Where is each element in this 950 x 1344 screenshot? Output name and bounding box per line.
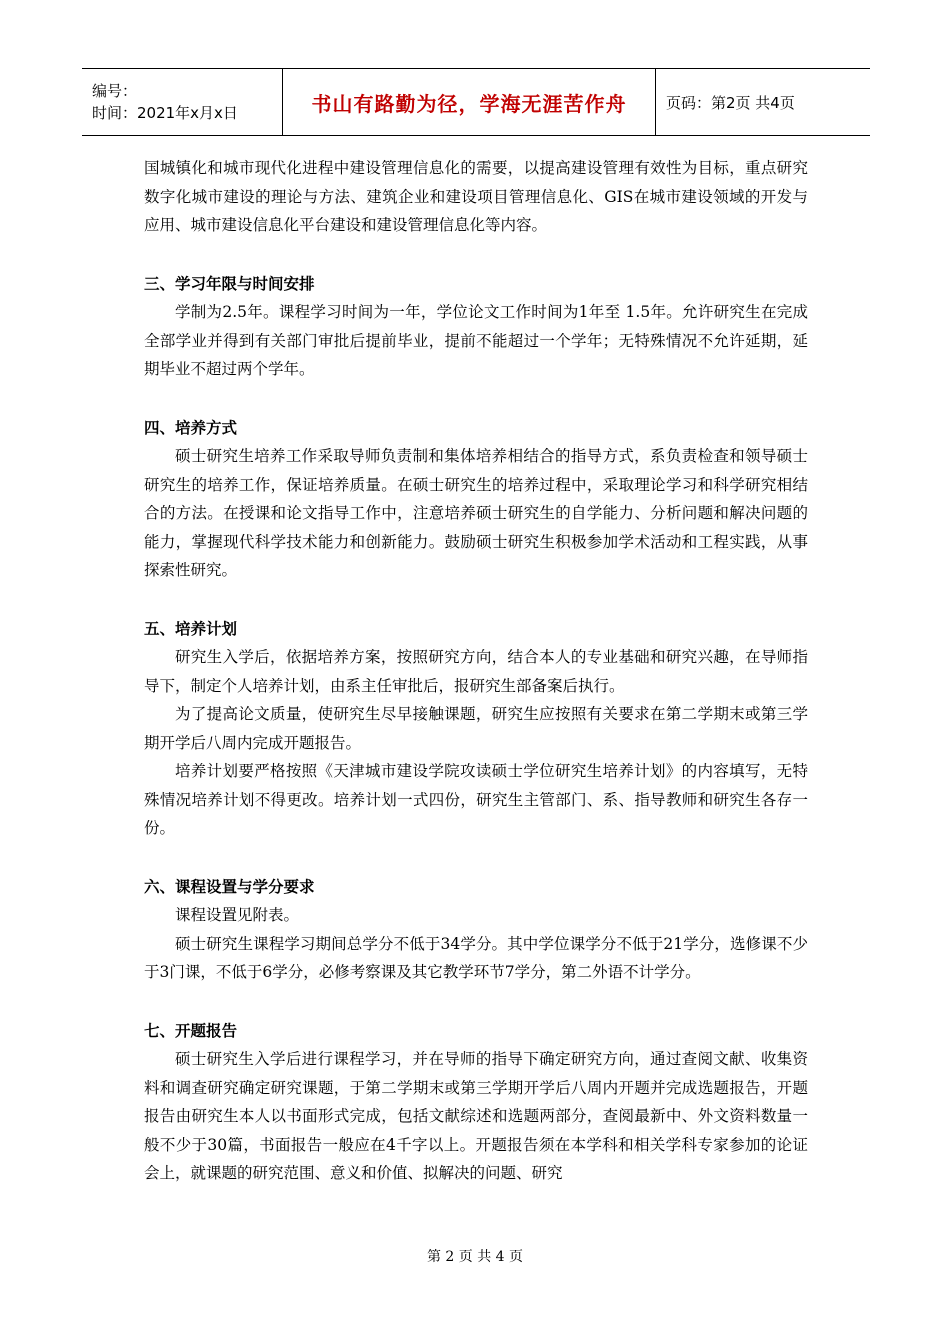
paragraph: 为了提高论文质量，使研究生尽早接触课题，研究生应按照有关要求在第二学期末或第三学期开学后八周内完成开题报告。 (144, 705, 808, 752)
paragraph: 课程设置见附表。 (175, 906, 300, 924)
section-heading: 五、培养计划 (144, 619, 238, 638)
page-footer: 第 2 页 共 4 页 (426, 1249, 524, 1265)
doc-time-label: 时间：2021年x月x日 (92, 104, 238, 122)
header-page-number: 页码：第2页 共4页 (666, 93, 795, 112)
section-heading: 三、学习年限与时间安排 (144, 274, 315, 293)
header-page-cell (656, 69, 870, 135)
section-heading: 六、课程设置与学分要求 (144, 877, 315, 896)
header-motto: 书山有路勤为径，学海无涯苦作舟 (311, 91, 627, 116)
doc-number-label: 编号： (92, 82, 138, 100)
section-heading: 七、开题报告 (144, 1021, 238, 1040)
document-header (82, 68, 870, 136)
document-body (144, 154, 808, 1188)
paragraph: 硕士研究生课程学习期间总学分不低于34学分。其中学位课学分不低于21学分，选修课不少于3门课，不低于6学分，必修考察课及其它教学环节7学分，第二外语不计学分。 (144, 934, 808, 981)
intro-paragraph: 国城镇化和城市现代化进程中建设管理信息化的需要，以提高建设管理有效性为目标，重点研究数字化城市建设的理论与方法、建筑企业和建设项目管理信息化、GIS在城市建设领域的开发与应用、城市建设信息化平台建设和建设管理信息化等内容。 (144, 159, 808, 234)
header-motto-cell (282, 69, 656, 135)
paragraph: 硕士研究生入学后进行课程学习，并在导师的指导下确定研究方向，通过查阅文献、收集资料和调查研究确定研究课题，于第二学期末或第三学期开学后八周内开题并完成选题报告，开题报告由研究生本人以书面形式完成，包括文献综述和选题两部分，查阅最新中、外文资料数量一般不少于30篇，书面报告一般应在4千字以上。开题报告须在本学科和相关学科专家参加的论证会上，就课题的研究范围、意义和价值、拟解决的问题、研究 (144, 1050, 808, 1182)
section-heading: 四、培养方式 (144, 418, 238, 437)
paragraph: 培养计划要严格按照《天津城市建设学院攻读硕士学位研究生培养计划》的内容填写，无特殊情况培养计划不得更改。培养计划一式四份，研究生主管部门、系、指导教师和研究生各存一份。 (144, 762, 808, 837)
paragraph: 硕士研究生培养工作采取导师负责制和集体培养相结合的指导方式，系负责检查和领导硕士研究生的培养工作，保证培养质量。在硕士研究生的培养过程中，采取理论学习和科学研究相结合的方法。在授课和论文指导工作中，注意培养硕士研究生的自学能力、分析问题和解决问题的能力，掌握现代科学技术能力和创新能力。鼓励硕士研究生积极参加学术活动和工程实践，从事探索性研究。 (144, 447, 808, 579)
paragraph: 学制为2.5年。课程学习时间为一年，学位论文工作时间为1年至 1.5年。允许研究生在完成全部学业并得到有关部门审批后提前毕业，提前不能超过一个学年；无特殊情况不允许延期，延期毕业不超过两个学年。 (144, 303, 808, 378)
header-meta (82, 69, 282, 135)
paragraph: 研究生入学后，依据培养方案，按照研究方向，结合本人的专业基础和研究兴趣，在导师指导下，制定个人培养计划，由系主任审批后，报研究生部备案后执行。 (144, 648, 808, 695)
